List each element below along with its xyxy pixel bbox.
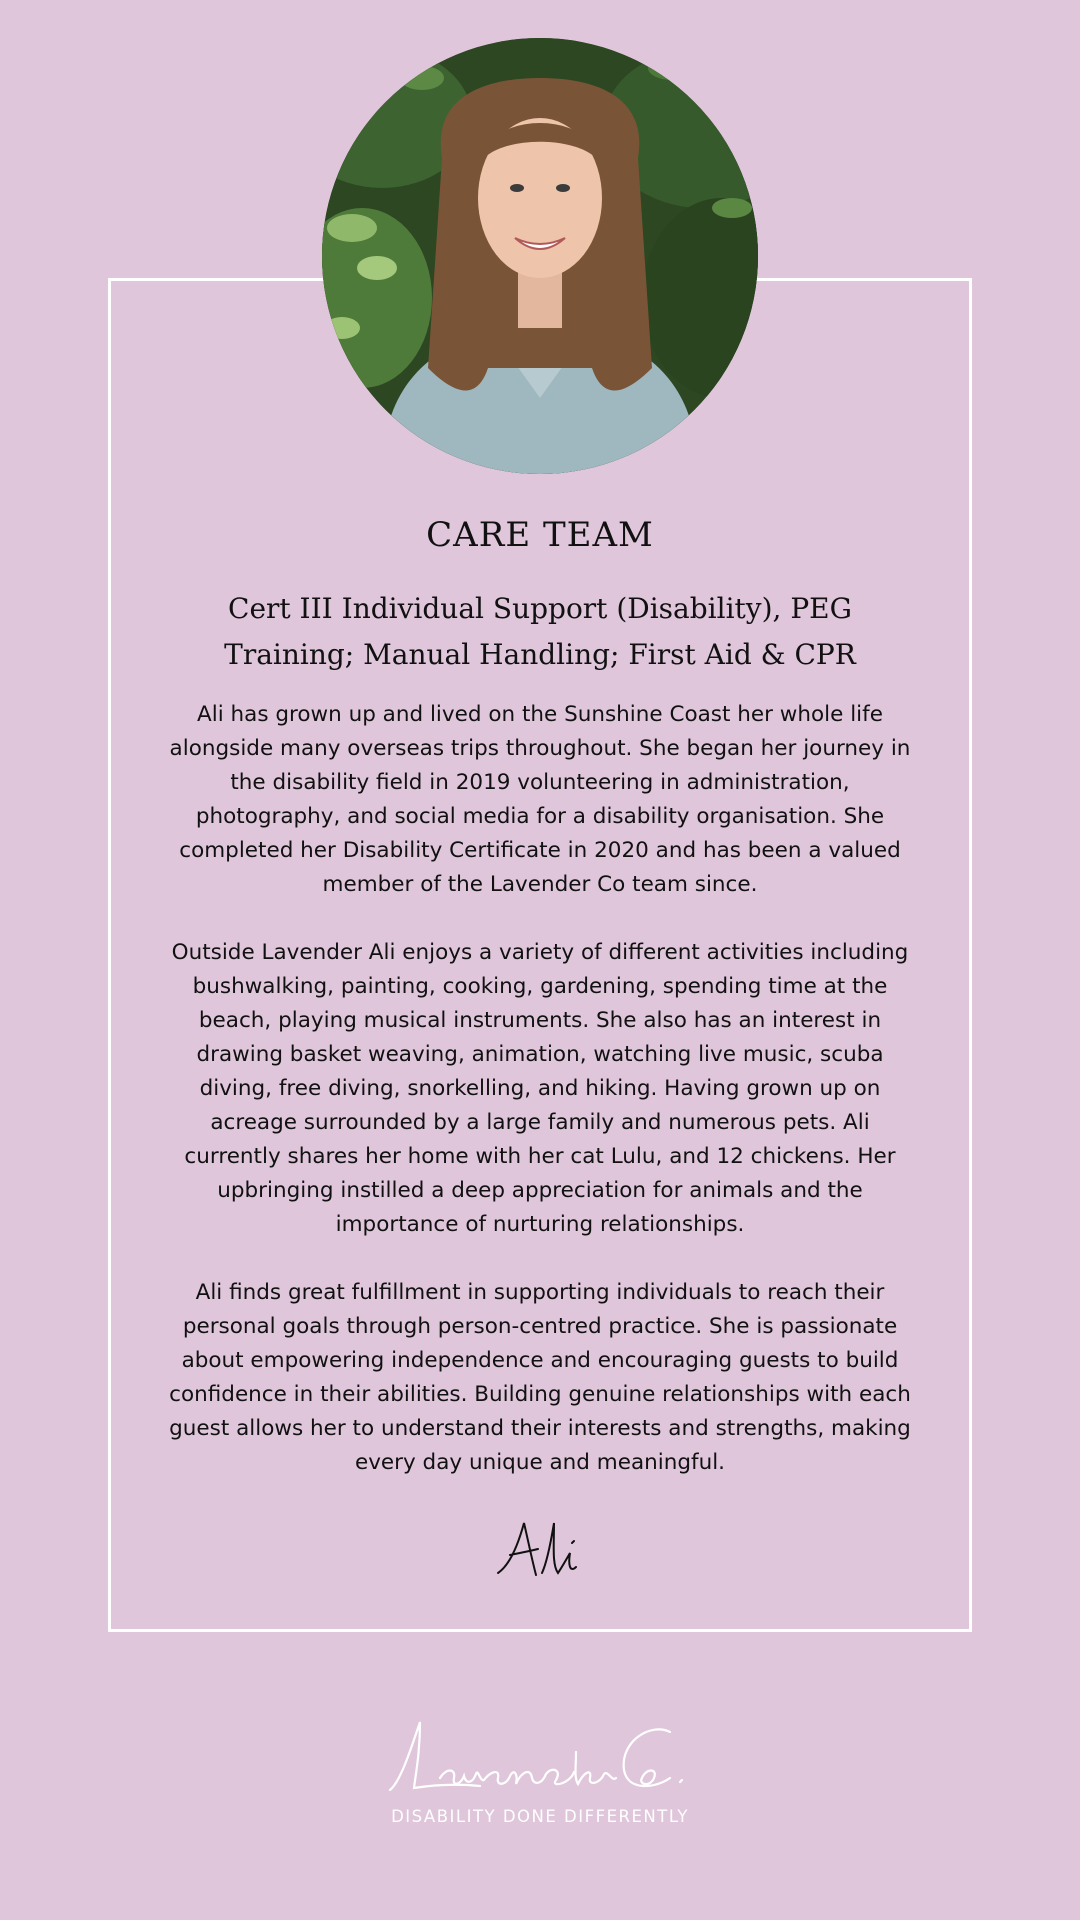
bio-paragraph: Outside Lavender Ali enjoys a variety of different activities including bushwalking, painting, cooking, gardening, spending time at the beach, playing musical instruments. She also has an interest in drawing basket weaving, animation, watching live music, scuba diving, free diving, snorkelling, and hiking. Having grown up on acreage surrounded by a large family and numerous pets. Ali currently shares her home with her cat Lulu, and 12 chickens. Her upbringing instilled a deep appreciation for animals and the importance of nurturing relationships. [171,940,909,1237]
bio-paragraph: Ali finds great fulfillment in supporting individuals to reach their personal goals through person-centred practice. She is passionate about empowering independence and encouraging guests to build confidence in their abilities. Building genuine relationships with each guest allows her to understand their interests and strengths, making every day unique and meaningful. [169,1280,911,1475]
lavender-co-logo [380,1712,700,1802]
bio-paragraph: Ali has grown up and lived on the Sunshine Coast her whole life alongside many overseas trips throughout. She began her journey in the disability field in 2019 volunteering in administration, photography, and social media for a disability organisation. She completed her Disability Certificate in 2020 and has been a valued member of the Lavender Co team since. [169,702,911,897]
tagline: DISABILITY DONE DIFFERENTLY [391,1807,689,1826]
profile-photo [322,38,758,474]
signature [490,1515,590,1585]
bio [160,698,920,1480]
team-label: CARE TEAM [426,515,654,555]
credentials: Cert III Individual Support (Disability), PEG Training; Manual Handling; First Aid & CPR [224,592,856,671]
